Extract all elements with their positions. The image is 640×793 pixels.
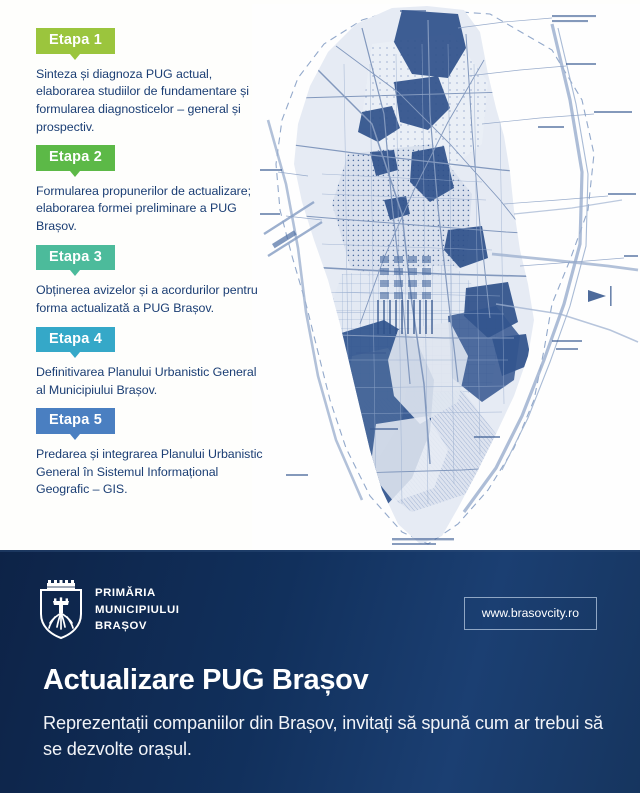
stage-item-1 [36,28,268,136]
stage-item-2 [36,145,268,236]
stage-badge-3: Etapa 3 [36,245,115,271]
stage-badge-row-5 [36,408,268,434]
stage-badge-row-3 [36,245,268,271]
stage-item-3 [36,245,268,318]
institution-name [95,585,179,635]
brand-line-3: BRAȘOV [95,620,148,633]
page-subtitle: Reprezentații companiilor din Brașov, invitați să spună cum ar trebui să se dezvolte orașul. [43,713,604,760]
pug-map-image [252,4,640,550]
bottom-banner [0,550,640,793]
stage-text-4: Definitivarea Planului Urbanistic General al Municipiului Brașov. [36,365,257,397]
brand-line-1: PRIMĂRIA [95,587,156,600]
page-title: Actualizare PUG Brașov [43,664,369,696]
stage-badge-2: Etapa 2 [36,145,115,171]
stage-badge-row-2 [36,145,268,171]
stage-text-5: Predarea și integrarea Planului Urbanistic General în Sistemul Informațional Geografic – GIS. [36,447,263,497]
stage-text-3: Obținerea avizelor și a acordurilor pentru forma actualizată a PUG Brașov. [36,283,258,315]
stage-text-2: Formularea propunerilor de actualizare; elaborarea formei preliminare a PUG Brașov. [36,183,251,233]
stage-badge-4: Etapa 4 [36,327,115,353]
stage-badge-5: Etapa 5 [36,408,115,434]
stage-list [36,28,268,508]
stage-text-1: Sinteza și diagnoza PUG actual, elaborarea studiilor de fundamentare și formularea diagnosticelor – general și prospectiv. [36,66,249,134]
website-button[interactable]: www.brasovcity.ro [464,597,597,630]
stage-badge-1: Etapa 1 [36,28,115,54]
institution-brand [38,580,179,640]
banner-divider [0,550,640,552]
stage-item-5 [36,408,268,499]
stage-badge-row-4 [36,327,268,353]
stage-item-4 [36,327,268,400]
map-svg [252,4,640,550]
brand-line-2: MUNICIPIULUI [95,603,180,616]
stage-badge-row-1 [36,28,268,54]
brasov-coat-of-arms-icon [38,580,84,640]
